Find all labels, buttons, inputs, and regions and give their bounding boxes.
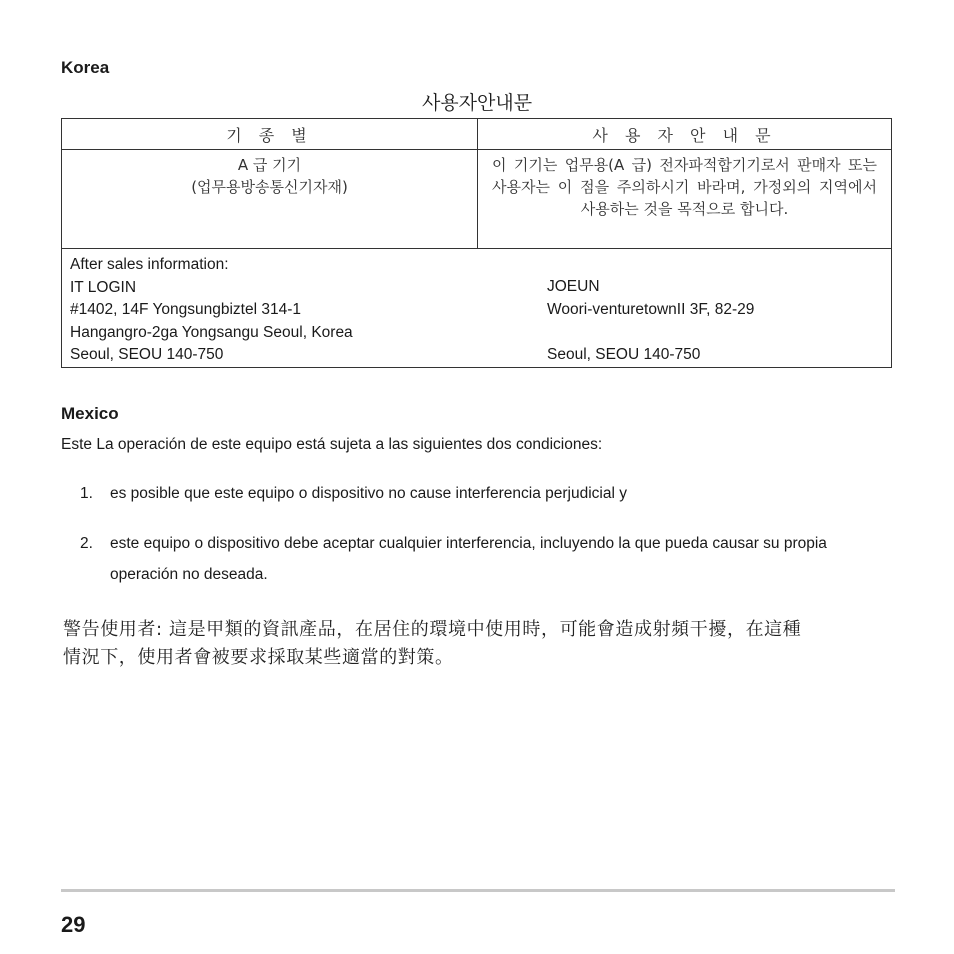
taiwan-warning-line: 情況下，使用者會被要求採取某些適當的對策。 (63, 647, 454, 668)
korea-heading: Korea (61, 58, 110, 77)
device-class-line: (업무용방송통신기자재) (191, 178, 348, 196)
taiwan-warning-line: 警告使用者: 這是甲類的資訊產品，在居住的環境中使用時，可能會造成射頻干擾，在這種 (63, 619, 802, 640)
address-line: JOEUN (547, 278, 600, 295)
table-cell-device-class (62, 154, 477, 198)
table-cell-user-notice: 이 기기는 업무용(A 급) 전자파적합기기로서 판매자 또는 사용자는 이 점을 주의하시기 바라며, 가정외의 지역에서 사용하는 것을 목적으로 합니다. (492, 156, 877, 218)
korea-notice-title: 사용자안내문 (421, 92, 533, 114)
footer-rule (61, 889, 895, 892)
address-line: #1402, 14F Yongsungbiztel 314-1 (70, 301, 301, 318)
address-line (547, 321, 754, 344)
taiwan-warning (63, 616, 898, 672)
list-item-number: 1. (80, 485, 93, 502)
page-number: 29 (61, 912, 86, 937)
table-header-user-notice: 사 용 자 안 내 문 (592, 126, 777, 145)
mexico-heading: Mexico (61, 404, 119, 423)
address-line: Hangangro-2ga Yongsangu Seoul, Korea (70, 323, 353, 341)
list-item-number: 2. (80, 535, 93, 552)
korea-notice-table (61, 118, 892, 368)
list-item-text: este equipo o dispositivo debe aceptar cualquier interferencia, incluyendo la que pueda causar su propia operación no deseada. (110, 535, 827, 583)
after-sales-label: After sales information: (70, 256, 229, 273)
address-line: Seoul, SEOU 140-750 (70, 346, 224, 363)
after-sales-right (547, 276, 754, 366)
table-divider-info (62, 248, 891, 249)
address-line: Woori-venturetownII 3F, 82-29 (547, 300, 755, 318)
table-header-device-class: 기 종 별 (226, 126, 313, 145)
address-line: IT LOGIN (70, 278, 137, 296)
mexico-intro: Este La operación de este equipo está sujeta a las siguientes dos condiciones: (61, 436, 603, 453)
table-divider-header (62, 149, 891, 150)
address-line: Seoul, SEOU 140-750 (547, 345, 701, 363)
after-sales-left (70, 254, 353, 367)
list-item-text: es posible que este equipo o dispositivo no cause interferencia perjudicial y (110, 485, 627, 502)
device-class-line: A 급 기기 (237, 156, 302, 174)
